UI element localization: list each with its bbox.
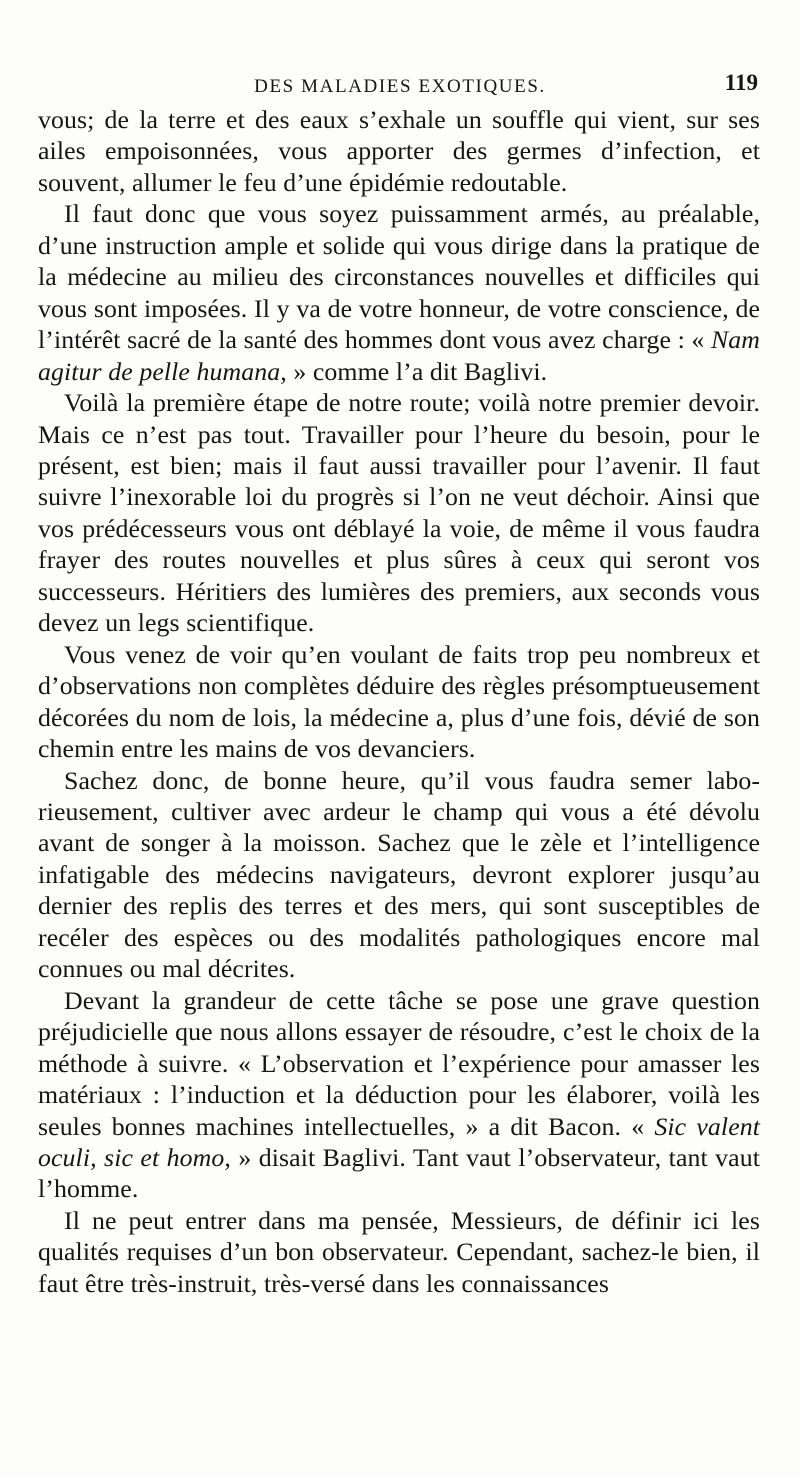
text-segment: Sachez donc, de bonne heure, qu’il vous faudra semer laborieusement, cultiver avec ardeur le champ qui vous a été dévolu avant de songer à la moisson. Sachez que le zèle et l’intelligence infatigable des médecins navigateurs, devront explorer jusqu’au dernier des replis des terres et des mers, qui sont susceptibles de recéler des espèces ou des modalités pathologiques encore mal connues ou mal décrites. xyxy=(38,765,760,984)
text-segment: Devant la grandeur de cette tâche se pose une grave question préjudicielle que nous allons essayer de résoudre, c’est le choix de la méthode à suivre. « L’observation et l’expérience pour amasser les matériaux : l’induction et la déduction pour les élaborer, voilà les seules bonnes machines intellectuelles, » a dit Bacon. « xyxy=(38,985,760,1141)
paragraph xyxy=(38,387,760,639)
paragraph-continued xyxy=(38,104,760,198)
text-segment: Vous venez de voir qu’en voulant de faits trop peu nombreux et d’observations non complètes déduire des règles présomptueusement décorées du nom de lois, la médecine a, plus d’une fois, dévié de son chemin entre les mains de vos devanciers. xyxy=(38,639,760,764)
paragraph xyxy=(38,1205,760,1299)
text-segment: » comme l’a dit Baglivi. xyxy=(286,356,548,386)
body-text xyxy=(38,104,760,1299)
text-segment: Il faut donc que vous soyez puissamment armés, au préalable, d’une instruction ample et solide qui vous dirige dans la pratique de la médecine au milieu des circonstances nouvelles et difficiles qui vous sont imposées. Il y va de votre honneur, de votre conscience, de l’intérêt sacré de la santé des hommes dont vous avez charge : « xyxy=(38,199,760,355)
paragraph xyxy=(38,198,760,387)
paragraph xyxy=(38,639,760,765)
latin-quotation: Sic valent oculi, sic et homo, xyxy=(38,1111,761,1172)
text-segment: Voilà la première étape de notre route; voilà notre premier devoir. Mais ce n’est pas tout. Travailler pour l’heure du besoin, pour le présent, est bien; mais il faut aussi travailler pour l’avenir. Il faut suivre l’inexorable loi du progrès si l’on ne veut déchoir. Ainsi que vos prédécesseurs vous ont déblayé la voie, de même il vous faudra frayer des routes nouvelles et plus sûres à ceux qui seront vos successeurs. Héritiers des lumières des premiers, aux seconds vous devez un legs scientifique. xyxy=(38,388,760,638)
running-title: DES MALADIES EXOTIQUES. xyxy=(254,76,546,97)
text-segment: vous; de la terre et des eaux s’exhale un souffle qui vient, sur ses ailes empoisonnées, vous apporter des germes d’infection, et souvent, allumer le feu d’une épidémie redoutable. xyxy=(38,105,760,197)
page-header xyxy=(38,70,762,104)
text-segment: Il ne peut entrer dans ma pensée, Messieurs, de définir ici les qualités requises d’un bon observateur. Cependant, sachez-le bien, il faut être très-instruit, très-versé dans les connaissances xyxy=(38,1205,760,1298)
paragraph xyxy=(38,765,760,985)
text-segment: » disait Baglivi. Tant vaut l’observateur, tant vaut l’homme. xyxy=(38,1142,760,1204)
page-number: 119 xyxy=(724,70,758,95)
latin-quotation: Nam agitur de pelle humana, xyxy=(38,325,760,386)
paragraph xyxy=(38,985,760,1205)
